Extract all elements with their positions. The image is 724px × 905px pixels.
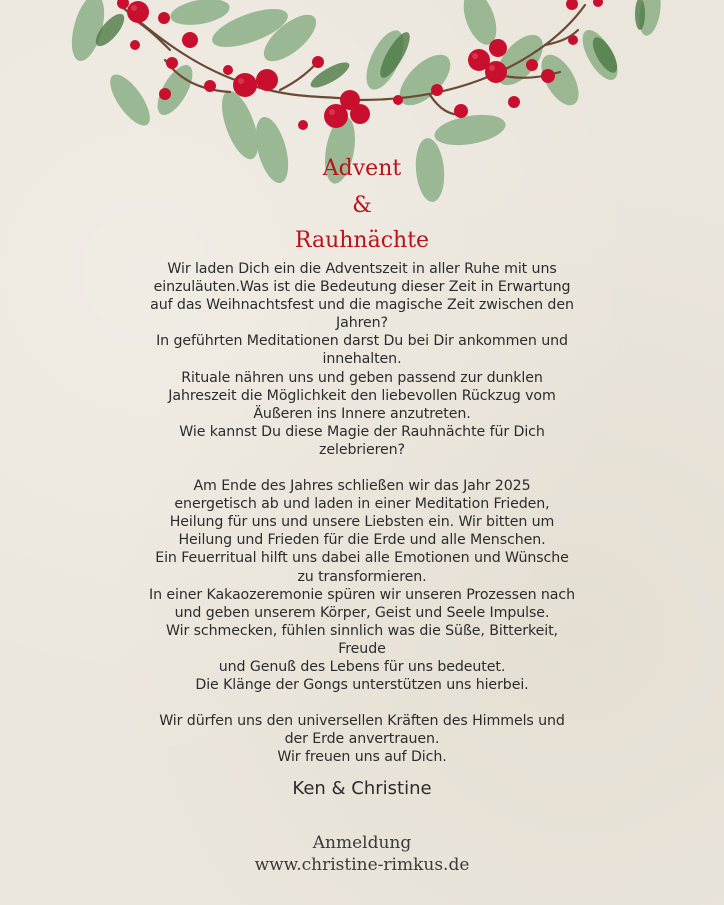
signature: Ken & Christine (292, 778, 432, 799)
paragraph-gap (127, 459, 597, 477)
text-line: Heilung und Frieden für die Erde und alle Menschen. (178, 532, 546, 549)
invitation-text (127, 260, 597, 766)
text-line: Wir laden Dich ein die Adventszeit in aller Ruhe mit uns (167, 261, 557, 277)
title-rauhnaechte: Rauhnächte (294, 228, 430, 253)
text-line: Am Ende des Jahres schließen wir das Jahr 2025 (193, 478, 531, 495)
text-line: energetisch ab und laden in einer Meditation Frieden, (174, 496, 550, 513)
text-line: Wir dürfen uns den universellen Kräften des Himmels und (159, 713, 565, 730)
text-line: Ein Feuerritual hilft uns dabei alle Emotionen und Wünsche (155, 550, 569, 567)
text-line: zu transformieren. (297, 568, 427, 585)
title-advent: Advent (322, 156, 402, 181)
text-line: Wie kannst Du diese Magie der Rauhnächte für Dich (179, 423, 545, 440)
paragraph-gap (127, 694, 597, 712)
text-line: Freude (338, 640, 386, 657)
footer-registration-label: Anmeldung (312, 833, 412, 853)
text-line: Die Klänge der Gongs unterstützen uns hierbei. (195, 677, 529, 694)
text-line: Heilung für uns und unsere Liebsten ein. Wir bitten um (169, 514, 555, 531)
text-line: Wir schmecken, fühlen sinnlich was die Süße, Bitterkeit, (166, 622, 558, 639)
text-line: auf das Weihnachtsfest und die magische Zeit zwischen den (150, 297, 574, 314)
text-line: In einer Kakaozeremonie spüren wir unseren Prozessen nach (149, 586, 575, 603)
text-line: Jahren? (336, 315, 388, 332)
text-line: Jahreszeit die Möglichkeit den liebevollen Rückzug vom (168, 387, 556, 404)
title-ampersand: & (352, 193, 372, 218)
text-line: zelebrieren? (319, 441, 405, 458)
text-line: und Genuß des Lebens für uns bedeutet. (218, 658, 506, 675)
text-line: einzuläuten.Was ist die Bedeutung dieser Zeit in Erwartung (153, 279, 571, 296)
text-line: In geführten Meditationen darst Du bei Dir ankommen und (156, 333, 568, 350)
text-line: der Erde anvertrauen. (284, 731, 440, 748)
berry-wreath-illustration (0, 0, 724, 215)
text-line: Äußeren ins Innere anzutreten. (253, 405, 471, 422)
text-line: Wir freuen uns auf Dich. (277, 749, 447, 766)
footer-website-link[interactable]: www.christine-rimkus.de (254, 855, 470, 875)
text-line: innehalten. (322, 351, 402, 368)
text-line: und geben unserem Körper, Geist und Seele Impulse. (174, 604, 550, 621)
text-line: Rituale nähren uns und geben passend zur dunklen (181, 369, 543, 386)
